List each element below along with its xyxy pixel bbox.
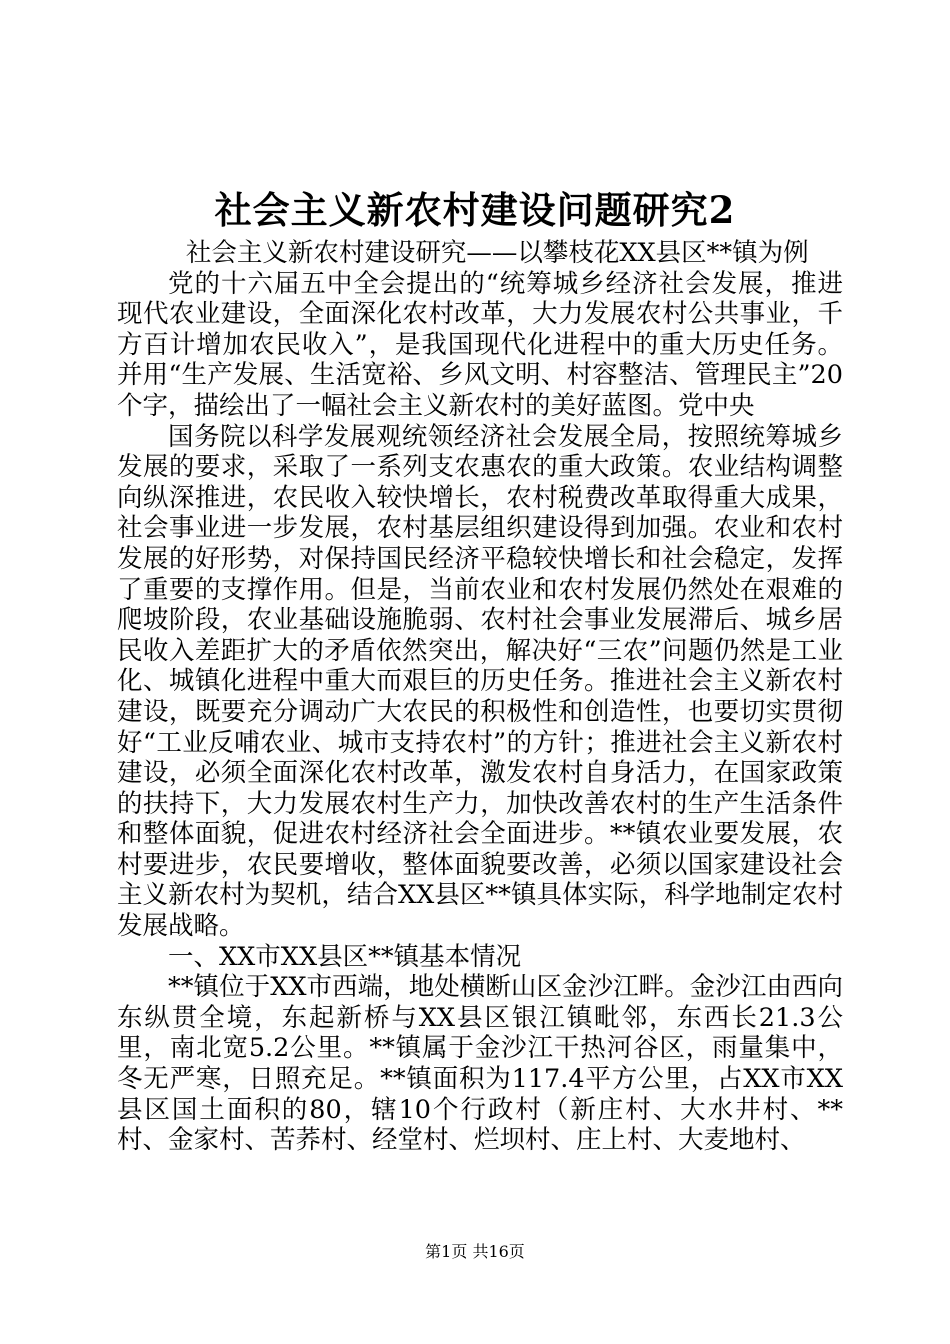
document-title: 社会主义新农村建设问题研究2 — [214, 188, 736, 232]
paragraph-intro: 党的十六届五中全会提出的“统筹城乡经济社会发展，推进现代农业建设，全面深化农村改革，大力发展农村公共事业，千方百计增加农民收入”，是我国现代化进程中的重大历史任务。并用“生产发展、生活宽裕、乡风文明、村容整洁、管理民主”20个字，描绘出了一幅社会主义新农村的美好蓝图。党中央 — [117, 268, 843, 421]
paragraph-policy: 国务院以科学发展观统领经济社会发展全局，按照统筹城乡发展的要求，采取了一系列支农惠农的重大政策。农业结构调整向纵深推进，农民收入较快增长，农村税费改革取得重大成果，社会事业进一步发展，农村基层组织建设得到加强。农业和农村发展的好形势，对保持国民经济平稳较快增长和社会稳定，发挥了重要的支撑作用。但是，当前农业和农村发展仍然处在艰难的爬坡阶段，农业基础设施脆弱、农村社会事业发展滞后、城乡居民收入差距扩大的矛盾依然突出，解决好“三农”问题仍然是工业化、城镇化进程中重大而艰巨的历史任务。推进社会主义新农村建设，既要充分调动广大农民的积极性和创造性，也要切实贯彻好“工业反哺农业、城市支持农村”的方针；推进社会主义新农村建设，必须全面深化农村改革，激发农村自身活力，在国家政策的扶持下，大力发展农村生产力，加快改善农村的生产生活条件和整体面貌，促进农村经济社会全面进步。**镇农业要发展，农村要进步，农民要增收，整体面貌要改善，必须以国家建设社会主义新农村为契机，结合XX县区**镇具体实际，科学地制定农村发展战略。 — [117, 421, 843, 942]
section-heading: 一、XX市XX县区**镇基本情况 — [168, 941, 522, 972]
paragraph-basic-info: **镇位于XX市西端，地处横断山区金沙江畔。金沙江由西向东纵贯全境，东起新桥与XX县区银江镇毗邻，东西长21.3公里，南北宽5.2公里。**镇属于金沙江干热河谷区，雨量集中，冬无严寒，日照充足。**镇面积为117.4平方公里，占XX市XX县区国土面积的80，辖10个行政村（新庄村、大水井村、**村、金家村、苦荞村、经堂村、烂坝村、庄上村、大麦地村、 — [117, 972, 843, 1156]
document-subtitle: 社会主义新农村建设研究——以攀枝花XX县区**镇为例 — [185, 238, 809, 268]
document-body — [117, 238, 843, 1156]
page-number-footer: 第1页 共16页 — [425, 1242, 525, 1261]
